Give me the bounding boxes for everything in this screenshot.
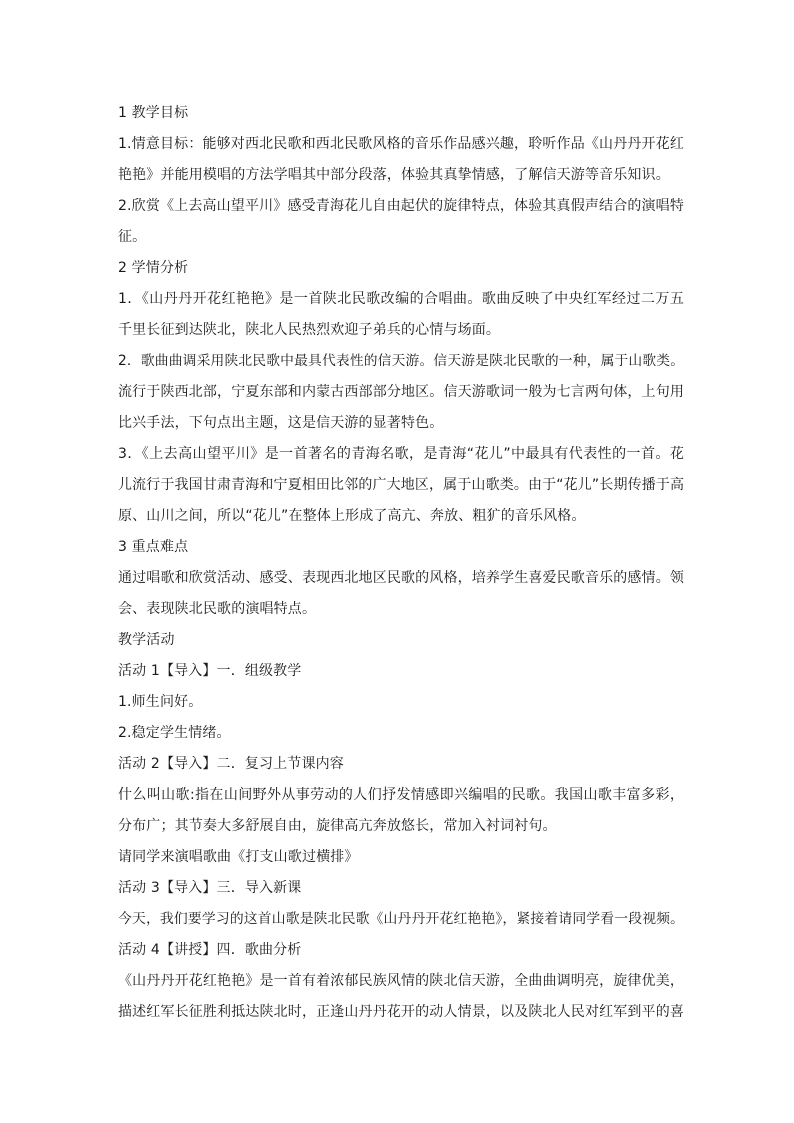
text-line: 原、山川之间，所以“花儿”在整体上形成了高亢、奔放、粗犷的音乐风格。 <box>118 508 586 524</box>
text-line: 征。 <box>118 229 147 245</box>
text-line: 3．《上去高山望平川》是一首著名的青海名歌，是青海“花儿”中最具有代表性的一首。花 <box>118 446 684 462</box>
text-line: 今天，我们要学习的这首山歌是陕北民歌《山丹丹开花红艳艳》，紧接着请同学看一段视频。 <box>118 911 684 927</box>
text-line: 千里长征到达陕北，陕北人民热烈欢迎子弟兵的心情与场面。 <box>118 322 501 338</box>
text-line: 1.师生问好。 <box>118 694 203 710</box>
text-line: 1．《山丹丹开花红艳艳》是一首陕北民歌改编的合唱曲。歌曲反映了中央红军经过二万五 <box>118 291 684 307</box>
text-line: 3 重点难点 <box>118 539 189 555</box>
text-line: 描述红军长征胜利抵达陕北时，正逢山丹丹花开的动人情景，以及陕北人民对红军到平的喜 <box>118 1004 684 1020</box>
text-line: 通过唱歌和欣赏活动、感受、表现西北地区民歌的风格，培养学生喜爱民歌音乐的感情。领 <box>118 570 684 586</box>
text-line: 比兴手法，下句点出主题，这是信天游的显著特色。 <box>118 415 444 431</box>
text-line: 活动 4【讲授】四．歌曲分析 <box>118 942 302 958</box>
text-line: 艳艳》并能用模唱的方法学唱其中部分段落，体验其真挚情感，了解信天游等音乐知识。 <box>118 167 670 183</box>
text-line: 2．歌曲曲调采用陕北民歌中最具代表性的信天游。信天游是陕北民歌的一种，属于山歌类。 <box>118 353 684 369</box>
text-line: 活动 2【导入】二．复习上节课内容 <box>118 756 344 772</box>
text-line: 请同学来演唱歌曲《打支山歌过横排》 <box>118 849 359 865</box>
text-line: 分布广；其节奏大多舒展自由，旋律高亢奔放悠长，常加入衬词衬句。 <box>118 818 557 834</box>
text-line: 1.情意目标：能够对西北民歌和西北民歌风格的音乐作品感兴趣，聆听作品《山丹丹开花红 <box>118 136 684 152</box>
text-line: 儿流行于我国甘肃青海和宁夏相田比邻的广大地区，属于山歌类。由于“花儿”长期传播于高 <box>118 477 684 493</box>
text-line: 活动 3【导入】三．导入新课 <box>118 880 302 896</box>
text-line: 会、表现陕北民歌的演唱特点。 <box>118 601 317 617</box>
text-line: 活动 1【导入】一．组级教学 <box>118 663 302 679</box>
text-line: 流行于陕西北部，宁夏东部和内蒙古西部部分地区。信天游歌词一般为七言两句体，上句用 <box>118 384 684 400</box>
text-line: 2.稳定学生情绪。 <box>118 725 231 741</box>
text-line: 教学活动 <box>118 632 175 648</box>
document-body <box>118 98 684 1028</box>
text-line: 2 学情分析 <box>118 260 189 276</box>
text-line: 2.欣赏《上去高山望平川》感受青海花儿自由起伏的旋律特点，体验其真假声结合的演唱特 <box>118 198 684 214</box>
text-line: 1 教学目标 <box>118 105 189 121</box>
text-line: 《山丹丹开花红艳艳》是一首有着浓郁民族风情的陕北信天游，全曲曲调明亮，旋律优美， <box>118 973 684 989</box>
text-line: 什么叫山歌:指在山间野外从事劳动的人们抒发情感即兴编唱的民歌。我国山歌丰富多彩， <box>118 787 684 803</box>
